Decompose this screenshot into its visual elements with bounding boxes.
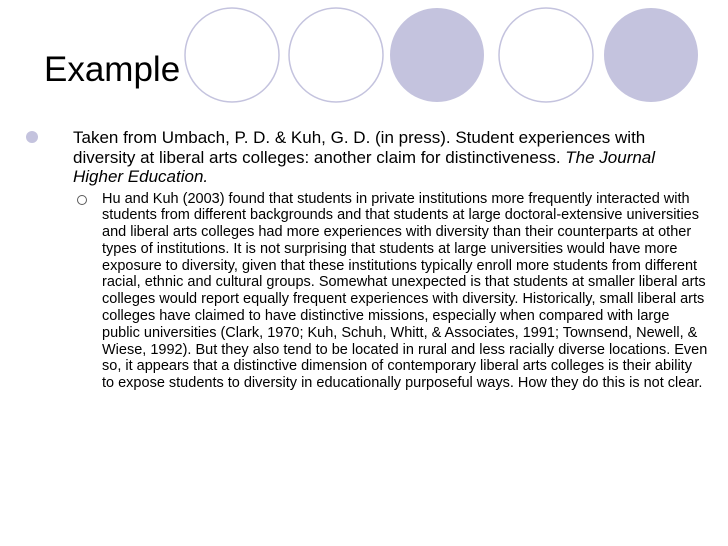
sub-bullet-text: Hu and Kuh (2003) found that students in private institutions more frequently interacted with students from different backgrounds and that students at large doctoral-extensive universities and liberal arts colleges had more experiences with diversity than their counterparts at other types of institutions. It is not surprising that students at large universities would have more exposure to diversity, given that these institutions typically enroll more students from different racial, ethnic and cultural groups. Somewhat unexpected is that students at smaller liberal arts colleges would report equally frequent experiences with diversity. Historically, small liberal arts colleges have claimed to have distinctive missions, especially when compared with large public universities (Clark, 1970; Kuh, Schuh, Whitt, & Associates, 1991; Townsend, Newell, & Wiese, 1992). But they also tend to be located in rural and less racially diverse locations. Even so, it appears that a distinctive dimension of contemporary liberal arts colleges is their ability to expose students to diversity in educationally purposeful ways. How they do this is not clear. <box>102 190 708 392</box>
filled-circle-bullet-icon <box>26 131 38 143</box>
deco-circle-filled <box>604 8 698 102</box>
bullet-text <box>73 128 699 187</box>
deco-circle-outline <box>289 8 383 102</box>
deco-circle-outline <box>499 8 593 102</box>
bullet-item <box>26 128 706 392</box>
citation-text: Taken from Umbach, P. D. & Kuh, G. D. (in press). Student experiences with diversity at liberal arts colleges: another claim for distinctiveness. <box>73 128 646 167</box>
slide-title: Example <box>44 50 181 89</box>
deco-circle-filled <box>390 8 484 102</box>
sub-bullet-item <box>77 191 706 393</box>
hollow-circle-bullet-icon <box>77 195 87 205</box>
deco-circle-outline <box>185 8 279 102</box>
journal-title: The Journal Higher Education. <box>73 147 656 186</box>
